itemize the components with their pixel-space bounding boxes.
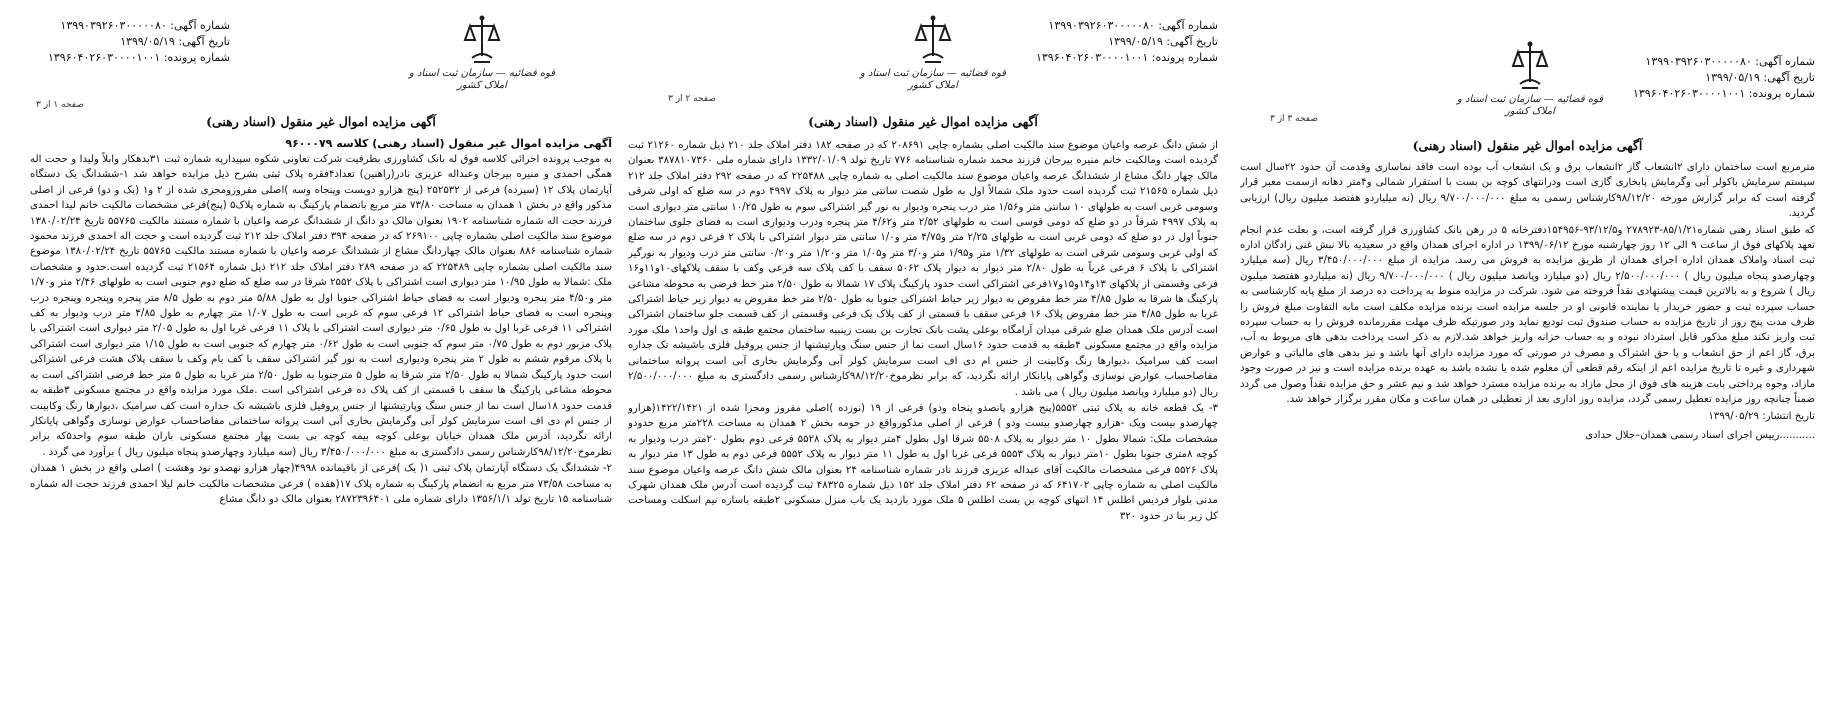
ad-number: شماره آگهی: ۱۳۹۹۰۳۹۲۶۰۳۰۰۰۰۰۸۰ [60, 19, 230, 32]
emblem-icon [1508, 40, 1552, 94]
file-number: شماره پرونده: ۱۳۹۶۰۴۰۲۶۰۳۰۰۰۰۱۰۰۱ [1035, 51, 1218, 64]
organization-name: قوه قضائیه — سازمان ثبت اسناد و املاک کشور [408, 68, 556, 91]
notice-page-2 [628, 14, 1218, 674]
judiciary-emblem [1455, 40, 1605, 136]
notice-body [1240, 160, 1815, 444]
notice-body [628, 138, 1218, 525]
notice-meta [30, 18, 230, 66]
paragraph: به موجب پرونده اجرائی کلاسه فوق له بانک کشاورزی بطرفیت شرکت تعاونی شکوه سپیدارپه شماره ثبت ۳۱بدهکار وابلاً ولیدا و حجت اله همگی احمدی و منیره بیرجان وعبداله عزیزی نادر(راهنین) تعداد۴فقره پلاک ثبتی بشرح ذیل مزایده خواهد شد ۱-ششدانگ یک دستگاه آپارتمان پلاک ۱۲ (سیزده) فرعی از ۲۵۲۵۳۲ (پنج هزارو دویست وپنجاه وسه )اصلی مفروزومجزی شده از ۲ و۱ (یک و دو) فرعی از اصلی مذکور واقع در بخش ۱ همدان به مساحت ۷۳/۸۰ متر مربع بانضمام پارکینگ به شماره پلاک۵ (پنج)فرعی مشخصات مالکیت خانم لیدا احمدی فرزند حجت اله شماره شناسنامه ۱۹۰۲ بعنوان مالک دو دانگ از ششدانگ عرصه واعیان با شماره مستند مالکیت ۵۵۷۶۵ تاریخ ۱۳۸۰/۰۲/۲۴ موضوع سند مالکیت اصلی بشماره چاپی ۲۶۹۱۰۰ که در صفحه ۳۹۴ دفتر املاک جلد ۲۱۲ ثبت گردیده است و حجت اله احمدی فرزند محمود شماره شناسنامه ۸۸۶ بعنوان مالک چهاردانگ مشاع از ششدانگ عرصه واعیان با شماره مستند مالکیت ۵۵۷۶۵ تاریخ ۱۳۸۰/۰۲/۲۴ موضوع سند مالکیت اصلی بشماره چاپی ۲۲۵۴۸۹ که در صفحه ۲۸۹ دفتر املاک جلد ۲۱۲ ذیل شماره ۲۱۵۶۴ ثبت گردیده است.حدود و مشخصات ملک :شمالا به طول ۱۰/۹۵ متر دیواری است اشتراکی با پلاک ۲۵۵۲ شرقا در سه ضلع که ضلع دوم جنوبی است به طولهای ۲/۴۶ متر و۱/۷۰ متر و۴/۵۰ متر پنجره ودیوار است به فضای حیاط اشتراکی جنوبا اول به طول ۵/۸۸ متر دوم به طول ۸/۵ متر پنجره وپنجره وپنجره درب وپنجره است به فضای حیاط اشتراکی ۱۲ فرعی سوم که غربی است به طول ۱/۰۷ متر چهارم به طول ۴/۸۵ متر درب ودیوار به کف اشتراکی ۱۱ فرعی غربا اول به طول ۰/۶۵ متر دیواری است اشتراکی با پلاک ۱۱ فرعی غربا اول به طول ۲/۰۵ متر دیواری است اشتراکی با پلاک مزبور دوم به طول ۰/۷۵ متر سوم که جنوبی است به طول ۰/۶۲ متر چهارم که جنوبی است به طول ۱/۱۵ متر دیواری است اشتراکی با پلاک مرقوم ششم به طول ۲ متر پنجره ودیواری است به نور گیر اشتراکی سقف با کف بام وکف با سقف پلاک هشت فرعی اشتراکی است حدود پارکینگ شمالا به طول ۲/۵۰ متر شرقا به طول ۵ مترجنوبا به طول ۲/۵۰ متر غربا به طول ۵ متر خط فرضی اشتراکی است به محوطه مشاعی پارکینگ ها سقف با قسمتی از کف پلاک ده فرعی اشتراکی است .ملک مورد مزایده واقع در مجتمع مسکونی ۳طبقه به قدمت حدود ۱۸سال است نما از جنس سنگ وپارتیشنها از جنس پروفیل فلزی باشیشه تک جداره است کف سرامیک ،دیوارها رنگ وکابینت از جنس ام دی اف است سرمایش کولر آبی وگرمایش بخاری آبی است پروانه ساختمانی مفاصاحساب عوارض نوسازی وگواهی پایانکار ارائه نگردید، آدرس ملک همدان خیابان بوعلی کوچه بیمه کوچه بی بست پهار مجتمع مسکونی باران طبقه سوم واحد۵که برابر نظرموخ۹۸/۱۲/۲۰کارشناس رسمی دادگستری به مبلغ ۳/۴۵۰/۰۰۰/۰۰۰ ریال (سه میلیارد وچهارصدو پنجاه میلیون ریال ) برآورد می گردد . [30, 154, 612, 458]
emblem-icon [911, 14, 955, 68]
judiciary-emblem [858, 14, 1008, 110]
notice-page-3 [1240, 14, 1815, 674]
page-number: صفحه ۳ از ۳ [1270, 114, 1318, 124]
notice-page-1 [30, 14, 612, 674]
paragraph: ۲- ششدانگ یک دستگاه آپارتمان پلاک ثبتی ۱( یک )فرعی از باقیمانده ۴۹۹۸(چهار هزارو نهصدو نود وهشت ) اصلی واقع در بخش ۱ همدان به مساحت ۷۳/۵۸ متر مربع به انضمام پارکینگ به شماره پلاک ۱۷(هفده ) فرعی مشخصات مالکیت خانم لیلا احمدی فرزند حجت اله شماره شناسنامه ۱۵ تاریخ تولد ۱۳۵۶/۱/۱ دارای شماره ملی ۲۸۷۲۳۹۶۴۰۱ بعنوان مالک دو دانگ مشاع [30, 463, 612, 505]
notice-title: آگهی مزایده اموال غیر منقول (اسناد رهنی) [206, 114, 436, 129]
notice-body [30, 136, 612, 508]
file-number: شماره پرونده: ۱۳۹۶۰۴۰۲۶۰۳۰۰۰۰۱۰۰۱ [47, 51, 230, 64]
ad-date: تاریخ آگهی: ۱۳۹۹/۰۵/۱۹ [1108, 35, 1218, 48]
ad-date: تاریخ آگهی: ۱۳۹۹/۰۵/۱۹ [120, 35, 230, 48]
notice-title: آگهی مزایده اموال غیر منقول (اسناد رهنی) [1412, 138, 1643, 153]
paragraph: ۳- یک قطعه خانه به پلاک ثبتی ۵۵۵۲(پنج هزارو پانصدو پنجاه ودو) فرعی از ۱۹ (نوزده )اصلی مفروز ومجزا شده از ۱۴۲۲/۱۴۲۱(هزارو چهارصدو بیست ویک -هزارو چهارصدو بیست ودو ) فرعی از اصلی مذکورواقع در حومه بخش ۲ همدان به مساحت ۲۲۸متر مربع حدودو مشخصات ملک: شمالا بطول ۱۰ متر دیوار به پلاک ۵۵۰۸ شرقا اول بطول ۴متر دیوار به پلاک ۵۵۲۸ فرعی دوم بطول ۲۰متر درب ودیوار به کوچه ۸متری جنوبا بطول ۱۰متر دیوار به پلاک ۵۵۵۳ فرعی غربا اول به طول ۱۱ متر دیوار به پلاک ۵۵۵۲ فرعی دوم به طول ۱۳ متر دیوار به پلاک ۵۵۲۶ فرعی مشخصات مالکیت آقای عبداله عزیزی فرزند نادر شماره شناسنامه ۲۴ بعنوان مالک شش دانگ عرصه واعیان موضوع سند مالکیت اصلی به شماره چاپی ۶۴۱۷۰۲ که در صفحه ۶۲ دفتر املاک جلد ۱۵۲ ذیل شماره ۴۸۳۲۵ ثبت گردیده است آدرس ملک همدان شهرک مدنی بلوار فردیس اطلس ۱۴ انتهای کوچه بن بست اطلس ۵ ملک مورد بازدید یک باب منزل مسکونی ۲طبقه باسازه نیم اسکلت ومساحت کل زیر بنا در حدود ۳۲۰ [628, 402, 1218, 522]
organization-name: قوه قضائیه — سازمان ثبت اسناد و املاک کشور [1456, 94, 1604, 117]
judiciary-emblem [407, 14, 557, 110]
signature-line: ...........رییس اجرای اسناد رسمی همدان–جلال حدادی [1585, 429, 1815, 441]
paragraph: از شش دانگ عرصه واعیان موضوع سند مالکیت اصلی بشماره چاپی ۲۰۸۶۹۱ که در صفحه ۱۸۲ دفتر املاک جلد ۲۱۰ ذیل شماره ۲۱۲۶۰ ثبت گردیده است ومالکیت خانم منیره بیرجان فرزند محمد شماره شناسنامه ۷۷۶ تاریخ تولد ۱۳۳۲/۰۱/۰۹ دارای شماره ملی ۳۸۷۸۱۰۷۳۶۰ بعنوان مالک چهار دانگ مشاع از ششدانگ عرصه واعیان موضوع سند مالکیت اصلی به شماره چاپی ۲۲۵۴۸۸ که در صفحه ۲۹۲ دفتر املاک جلد ۲۱۲ ذیل شماره ۲۱۵۶۵ ثبت گردیده است حدود ملک شمالاً اول به طول شصت سانتی متر دیوار به پلاک ۴۹۹۷ دوم در سه ضلع که اولی شرقی وسومی غربی است به طولهای ۱۰ سانتی متر و۱/۵۶ متر درب پنجره ودیوار به نور گیر اشتراکی سوم به طول ۱۰/۲۵ سانتی متر دیواری است به پلاک ۴۹۹۷ شرقاً در دو ضلع که دومی قوسی است به طولهای ۲/۵۲ متر و۴/۶۲ متر پنجره ودرب ودیواری است به فضای جلوی ساختمان جنوباً اول در دو ضلع که دومی غربی است به طولهای ۲/۲۵ متر و۴/۷۵ متر و۱/۰ سانتی متر دیوار اشتراکی با پلاک ۲ فرعی دوم در سه ضلع که اولی غربی وسومی شرقی است به طولهای ۱/۳۲ متر و۱/۹۵ متر و۳/۰ متر و۱/۰۵ متر و۱/۲۰ متر و۰/۲۰ سانتی متر درب ودیوار به نورگیر اشتراکی با پلاک ۶ فرعی غرباً به طول ۲/۸۰ متر دیوار به دیوار پلاک ۵۰۶۲ سقف با کف پلاک سه فرعی وکف با سقف پلاکهای۱۰و۱۱و۱۶ فرعی وقسمتی از پلاکهای ۱۳و۱۴و۱۵و۱۷فرعی اشتراکی است حدود پارکینگ پلاک ۱۷ شمالا به طول ۲/۵۰ متر خط فرضی به محوطه مشاعی پارکینگ ها شرقا به طول ۴/۸۵ متر خط مفروض به دیوار زیر حیاط اشتراکی جنوبا به طول ۲/۵۰ متر خط مفروض به دیوار زیر حیاط اشتراکی غربا به طول ۴/۸۵ متر خط مفروض پلاک ۱۶ فرعی سقف با قسمتی از کف پلاک یک فرعی وقسمتی از کف قسمت جلو ساختمان اشتراکی است آدرس ملک همدان ضلع شرقی میدان آرامگاه بوعلی پشت بانک تجارت بن بست زینبیه ساختمان مجتمع طبقه ی اول واحد۱ ملک مورد مزایده واقع در مجتمع مسکونی ۴طبقه به قدمت حدود ۱۶سال است نما از جنس سنگ وپارتیشنها از جنس پروفیل فلزی باشیشه تک جداره است کف سرامیک ،دیوارها رنگ وکابینت از جنس ام دی اف است سرمایش کولر آبی وگرمایش بخاری آبی است پروانه ساختمانی مفاصاحساب عوارض نوسازی وگواهی پایانکار ارائه نگردید، که برابر نظرموخ۹۸/۱۲/۲۰کارشناس رسمی دادگستری به مبلغ ۲/۵۰۰/۰۰۰/۰۰۰ ریال (دو میلیارد وپانصد میلیون ریال ) می باشد . [628, 140, 1218, 398]
notice-meta [1018, 18, 1218, 66]
notice-heading: آگهی مزایده اموال غیر منقول (اسناد رهنی) کلاسه ۹۶۰۰۰۷۹ [285, 137, 612, 150]
organization-name: قوه قضائیه — سازمان ثبت اسناد و املاک کشور [859, 68, 1007, 91]
publish-date: تاریخ انتشار: ۱۳۹۹/۰۵/۲۹ [1708, 410, 1815, 422]
ad-date: تاریخ آگهی: ۱۳۹۹/۰۵/۱۹ [1705, 71, 1815, 84]
notice-meta [1615, 54, 1815, 102]
emblem-icon [460, 14, 504, 68]
page-number: صفحه ۱ از ۳ [36, 100, 84, 110]
ad-number: شماره آگهی: ۱۳۹۹۰۳۹۲۶۰۳۰۰۰۰۰۸۰ [1048, 19, 1218, 32]
ad-number: شماره آگهی: ۱۳۹۹۰۳۹۲۶۰۳۰۰۰۰۰۸۰ [1645, 55, 1815, 68]
file-number: شماره پرونده: ۱۳۹۶۰۴۰۲۶۰۳۰۰۰۰۱۰۰۱ [1632, 87, 1815, 100]
notice-title: آگهی مزایده اموال غیر منقول (اسناد رهنی) [808, 114, 1038, 129]
page-number: صفحه ۲ از ۳ [668, 94, 716, 104]
paragraph: که طبق اسناد رهنی شماره۸۵/۱/۲۱-۲۷۸۹۲۳ و۹۳/۱۲/۵-۱۵۴۹۵۶دفترخانه ۵ در رهن بانک کشاورزی قرار گرفته است، و بعلت عدم انجام تعهد پلاکهای فوق از ساعت ۹ الی ۱۲ روز چهارشنبه مورخ ۱۳۹۹/۰۶/۱۲ در اداره اجرای همدان واقع در سعیدیه بالا نبش غنی زادگان اداره ثبت اسناد واملاک همدان اداره اجرای همدان از طریق مزایده به فروش می رسد. مزایده از مبلغ ۳/۴۵۰/۰۰۰/۰۰۰ ریال (سه میلیارد وچهارصدو پنجاه میلیون ریال ) ۲/۵۰۰/۰۰۰/۰۰۰ ریال (دو میلیارد وپانصد میلیون ریال ) ۹/۷۰۰/۰۰۰/۰۰۰ ریال (نه میلیاردو هفتصد میلیون ریال ) شروع و به بالاترین قیمت پیشنهادی نقداً فروخته می شود. شرکت در مزایده منوط به پرداخت ده درصد از مبلغ پایه کارشناسی به حساب سپرده ثبت و حضور خریدار یا نماینده قانونی او در جلسه مزایده است برنده مزایده مکلف است مابه التفاوت مبلغ فروش را ظرف مدت پنج روز از تاریخ مزایده به حساب صندوق ثبت تودیع نماید ودر صورتیکه ظرف مهلت مقررمانده فروش را به حساب سپرده ثبت واریز نکند مبلغ مذکور قابل استرداد نبوده و به حساب خزانه واریز خواهد شد.لازم به ذکر است پرداخت بدهی های مربوط به آب، برق، گاز اعم از حق انشعاب و یا حق اشتراک و مصرف در صورتی که مورد مزایده دارای آنها باشد و نیز بدهی های مالیاتی و عوارض شهرداری و غیره تا تاریخ مزایده اعم از اینکه رقم قطعی آن معلوم شده یا نشده باشد به عهده برنده مزایده است و نیز در صورت وجود مازاد، وجوه پرداختی بابت هزینه های فوق از محل مازاد به برنده مزایده مسترد خواهد شد و نیم عشر و حق مزایده نقداً وصول می گردد ضمناً چنانچه روز مزایده تعطیل رسمی گردد، مزایده روز اداری بعد از تعطیلی در همان ساعت و مکان مقرر برگزار خواهد شد. [1240, 224, 1815, 406]
paragraph: مترمربع است ساختمان دارای ۲انشعاب گاز ۲انشعاب برق و یک انشعاب آب بوده است فاقد نماسازی وقدمت آن حدود ۲۲سال است سیستم سرمایش باکولر آبی وگرمایش پابخاری گازی است ودرانتهای کوچه بن بست با استقرار شمالی و۴متر دهانه ازسمت معبر قرار گرفته است که برابر گزارش مورخه ۹۸/۱۲/۲۰کارشناس رسمی به مبلغ ۹/۷۰۰/۰۰۰/۰۰۰ ریال (نه میلیاردو هفتصد میلیون ریال) ارزیابی گردید. [1240, 162, 1815, 220]
